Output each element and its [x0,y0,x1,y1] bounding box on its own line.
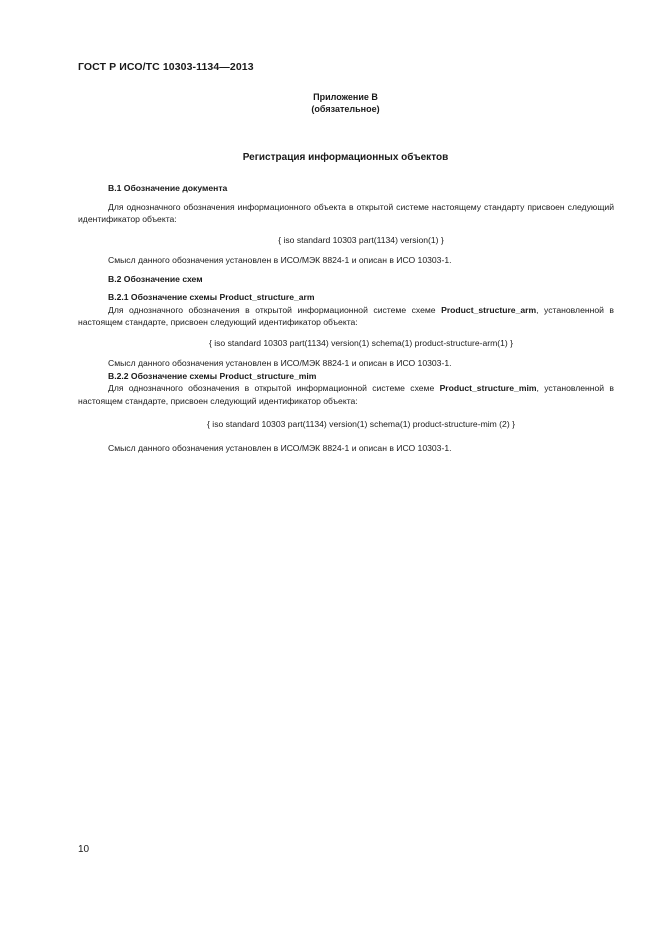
section-b22-paragraph [78,382,614,407]
section-b21-schema-name: Product_structure_arm [441,304,537,315]
section-b22-note: Смысл данного обозначения установлен в ИСО/МЭК 8824-1 и описан в ИСО 10303-1. [108,442,452,453]
section-b21-identifier: { iso standard 10303 part(1134) version(1) schema(1) product-structure-arm(1) } [208,337,514,348]
section-b22-identifier: { iso standard 10303 part(1134) version(1) schema(1) product-structure-mim (2) } [207,419,515,429]
section-b1-identifier: { iso standard 10303 part(1134) version(1) } [278,234,444,245]
annex-block [0,91,661,115]
section-b2-heading: В.2 Обозначение схем [108,273,203,284]
section-b21-text-after: , установленной в настоящем стандарте, присвоен следующий идентификатор объекта: [78,304,614,327]
section-b21-paragraph [78,304,614,329]
section-b21-heading: В.2.1 Обозначение схемы Product_structure_arm [108,292,315,302]
annex-title: Регистрация информационных объектов [242,152,449,163]
section-b1-note: Смысл данного обозначения установлен в ИСО/МЭК 8824-1 и описан в ИСО 10303-1. [108,255,452,265]
section-b22-heading: В.2.2 Обозначение схемы Product_structure_mim [108,370,317,381]
section-b21-note: Смысл данного обозначения установлен в ИСО/МЭК 8824-1 и описан в ИСО 10303-1. [108,358,452,368]
page-number: 10 [78,844,90,855]
section-b22-text-after: , установленной в настоящем стандарте, присвоен следующий идентификатор объекта: [78,383,614,406]
section-b22-schema-name: Product_structure_mim [439,383,537,393]
annex-label: Приложение В [313,92,378,102]
section-b22-text-before: Для однозначного обозначения в открытой информационной системе схеме [108,383,440,393]
section-b1-heading: В.1 Обозначение документа [108,183,228,193]
section-b1-paragraph: Для однозначного обозначения информационного объекта в открытой системе настоящему стандарту присвоен следующий идентификатор объекта: [78,201,614,224]
section-b21-text-before: Для однозначного обозначения в открытой информационной системе схеме [108,304,442,315]
annex-content [78,182,614,454]
document-code: ГОСТ Р ИСО/ТС 10303-1134—2013 [78,61,254,73]
annex-status: (обязательное) [311,104,380,114]
